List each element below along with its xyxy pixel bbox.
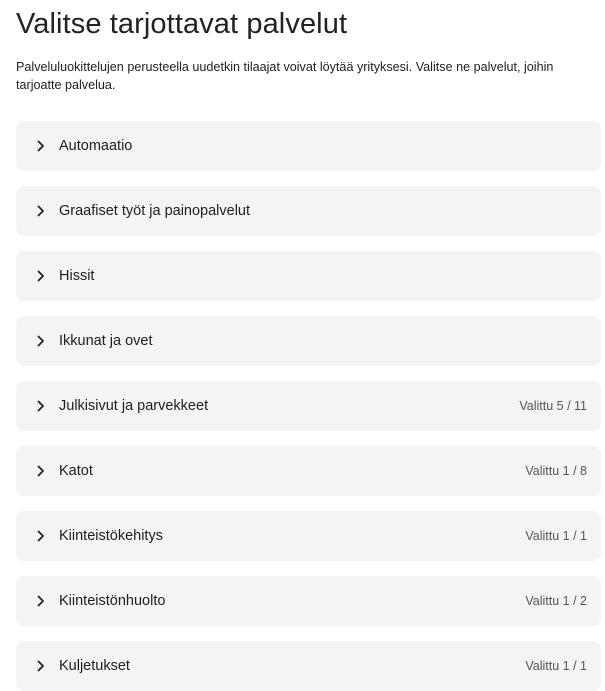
selection-count: Valittu 1 / 8 <box>525 464 587 478</box>
chevron-right-icon <box>36 334 46 348</box>
category-kiinteistonhuolto[interactable] <box>16 576 601 626</box>
category-label: Katot <box>59 463 93 479</box>
category-label: Kuljetukset <box>59 658 130 674</box>
page-title: Valitse tarjottavat palvelut <box>16 8 348 40</box>
selection-count: Valittu 1 / 1 <box>525 529 587 543</box>
category-hissit[interactable] <box>16 251 601 301</box>
selection-count: Valittu 1 / 1 <box>525 659 587 673</box>
category-label: Julkisivut ja parvekkeet <box>59 398 209 414</box>
category-julkisivut[interactable] <box>16 381 601 431</box>
category-katot[interactable] <box>16 446 601 496</box>
category-label: Graafiset työt ja painopalvelut <box>59 203 251 219</box>
category-list <box>16 121 589 691</box>
chevron-right-icon <box>36 464 46 478</box>
category-label: Automaatio <box>59 138 133 154</box>
category-label: Ikkunat ja ovet <box>59 333 153 349</box>
chevron-right-icon <box>36 659 46 673</box>
chevron-right-icon <box>36 139 46 153</box>
category-automaatio[interactable] <box>16 121 601 171</box>
chevron-right-icon <box>36 269 46 283</box>
category-label: Hissit <box>59 268 95 284</box>
page-description: Palveluluokittelujen perusteella uudetkin tilaajat voivat löytää yrityksesi. Valitse ne palvelut, joihin tarjoatte palvelua. <box>16 60 554 92</box>
category-label: Kiinteistökehitys <box>59 528 163 544</box>
chevron-right-icon <box>36 594 46 608</box>
chevron-right-icon <box>36 204 46 218</box>
category-graafiset-tyot[interactable] <box>16 186 601 236</box>
chevron-right-icon <box>36 529 46 543</box>
category-label: Kiinteistönhuolto <box>59 593 166 609</box>
selection-count: Valittu 1 / 2 <box>525 594 587 608</box>
category-ikkunat-ja-ovet[interactable] <box>16 316 601 366</box>
category-kiinteistokehitys[interactable] <box>16 511 601 561</box>
chevron-right-icon <box>36 399 46 413</box>
selection-count: Valittu 5 / 11 <box>519 399 587 413</box>
category-kuljetukset[interactable] <box>16 641 601 691</box>
